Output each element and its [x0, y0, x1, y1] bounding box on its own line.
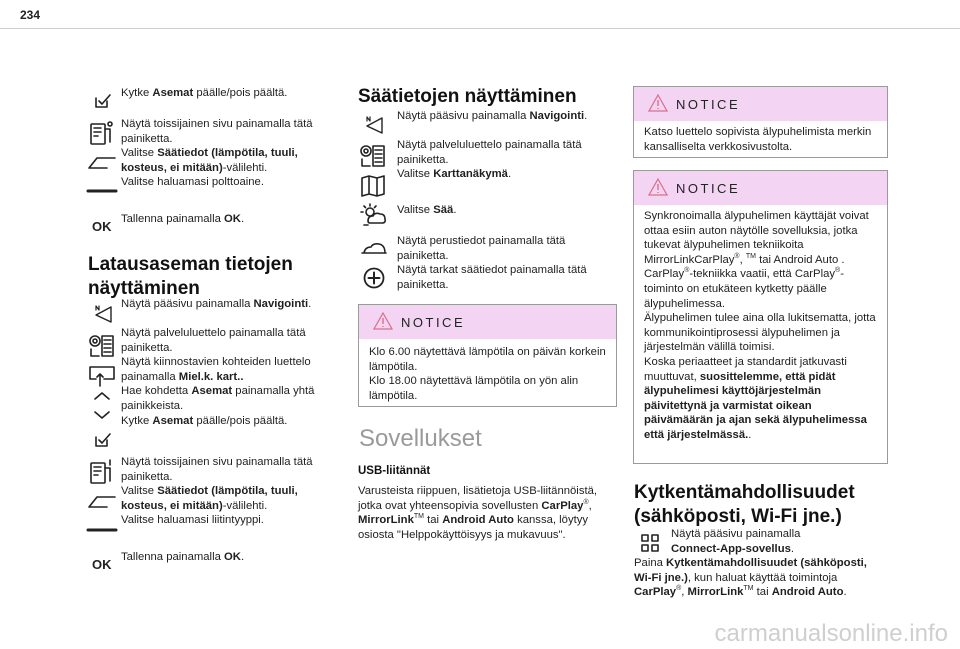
notice-title: NOTICE [676, 97, 741, 112]
secondary-page-icon [88, 459, 116, 487]
notice-header [359, 305, 616, 339]
chevron-up-icon [93, 391, 111, 401]
services-list-icon [88, 333, 116, 359]
middle-r3-text: Valitse Sää. [397, 204, 457, 216]
weather-icon [360, 203, 388, 227]
chevron-down-icon [93, 410, 111, 420]
navigation-icon [93, 304, 113, 324]
middle-r1-text: Näytä pääsivu painamalla Navigointi. [397, 110, 588, 122]
plus-circle-icon [363, 267, 385, 289]
left-r3-text: Tallenna painamalla OK. [121, 213, 245, 225]
left-r4-text: Näytä pääsivu painamalla Navigointi. [121, 298, 312, 310]
notice-title: NOTICE [401, 315, 466, 330]
warning-icon [373, 312, 393, 330]
checkbox-icon [94, 432, 112, 448]
map-view-icon [360, 175, 386, 197]
warning-icon [648, 94, 668, 112]
left-r7-text: Tallenna painamalla OK. [121, 551, 245, 563]
navigation-icon [364, 115, 384, 135]
select-bar-icon [87, 188, 117, 194]
notice-header [634, 171, 887, 205]
right-r1-text: Näytä pääsivu painamalla Connect-App-sovellus. [671, 528, 801, 555]
left-heading: Latausaseman tietojen näyttäminen [88, 254, 293, 299]
notice-box-sync [633, 170, 888, 464]
notice-body: Katso luettelo sopivista älypuhelimista merkin kansalliselta verkkosivustolta. [644, 126, 872, 153]
middle-r2-text: Näytä palveluluettelo painamalla tätä painiketta. Valitse Karttanäkymä. [397, 139, 582, 181]
section-title: Sovellukset [359, 425, 482, 452]
warning-icon [648, 178, 668, 196]
notice-body: Klo 6.00 näytettävä lämpötila on päivän korkein lämpötila. Klo 18.00 näytettävä lämpötila on yön alin lämpötila. [369, 346, 606, 402]
weather-basic-icon [360, 241, 388, 255]
top-divider [0, 28, 960, 29]
left-r1-text: Kytke Asemat päälle/pois päältä. [121, 87, 288, 99]
notice-box-phones [633, 86, 888, 158]
left-r6-text: Näytä toissijainen sivu painamalla tätä painiketta. Valitse Säätiedot (lämpötila, tuuli, kosteus, ei mitään)-välilehti. Valitse haluamasi liitintyyppi. [121, 456, 313, 527]
left-r2-text: Näytä toissijainen sivu painamalla tätä painiketta. Valitse Säätiedot (lämpötila, tuuli, kosteus, ei mitään)-välilehti. Valitse haluamasi polttoaine. [121, 118, 313, 189]
tab-parallelogram-icon [88, 496, 116, 508]
left-r5-text: Näytä palveluluettelo painamalla tätä painiketta. Näytä kiinnostavien kohteiden luettelo painamalla Miel.k. kart.. Hae kohdetta Asemat painamalla yhtä painikkeista. Kytke Asemat päälle/pois päältä. [121, 327, 315, 427]
notice-header [634, 87, 887, 121]
ok-icon: OK [92, 557, 112, 572]
ok-icon: OK [92, 219, 112, 234]
middle-r4-text: Näytä perustiedot painamalla tätä painiketta. Näytä tarkat säätiedot painamalla tätä painiketta. [397, 235, 587, 291]
connect-app-grid-icon [640, 533, 660, 553]
usb-text: Varusteista riippuen, lisätietoja USB-liitännöistä, jotka ovat yhteensopivia sovellusten CarPlay®, MirrorLink™ tai Android Auto kanssa, löytyy osiosta "Helppokäyttöisyys ja mukavuus". [358, 485, 598, 541]
notice-body: Synkronoimalla älypuhelimen käyttäjät voivat ottaa esiin auton näytölle sovelluksia, jotka tukevat älypuhelimen tekniikoita MirrorLinkCarPlay®, ™ tai Android Auto . CarPlay®-tekniikka vaatii, että CarPlay®-toiminto on etukäteen kytketty päälle älypuhelimessa. Älypuhelimen tulee aina olla lukitsematta, jotta kommunikointiprosessi älypuhelimen ja järjestelmän välillä toimisi. Koska periaatteet ja standardit jatkuvasti muuttuvat, suosittelemme, että pidät älypuhelimesi käyttöjärjestelmän päivitettynä ja varmistat oikean päivämäärän ja ajan sekä älypuhelimessa että järjestelmässä.. [644, 210, 876, 441]
services-list-icon [359, 143, 387, 169]
tab-parallelogram-icon [88, 157, 116, 169]
usb-title: USB-liitännät [358, 465, 431, 477]
right-r2-text: Paina Kytkentämahdollisuudet (sähköposti, Wi-Fi jne.), kun haluat käyttää toimintoja CarPlay®, MirrorLink™ tai Android Auto. [634, 557, 867, 599]
middle-heading: Säätietojen näyttäminen [358, 86, 577, 107]
poi-list-icon [88, 365, 116, 387]
notice-title: NOTICE [676, 181, 741, 196]
right-heading: Kytkentämahdollisuudet (sähköposti, Wi-Fi jne.) [634, 482, 855, 527]
watermark: carmanualsonline.info [714, 620, 948, 647]
secondary-page-icon [88, 120, 116, 148]
select-bar-icon [87, 527, 117, 533]
page-number: 234 [20, 8, 41, 22]
notice-box-weather [358, 304, 617, 407]
checkbox-icon [94, 93, 112, 109]
